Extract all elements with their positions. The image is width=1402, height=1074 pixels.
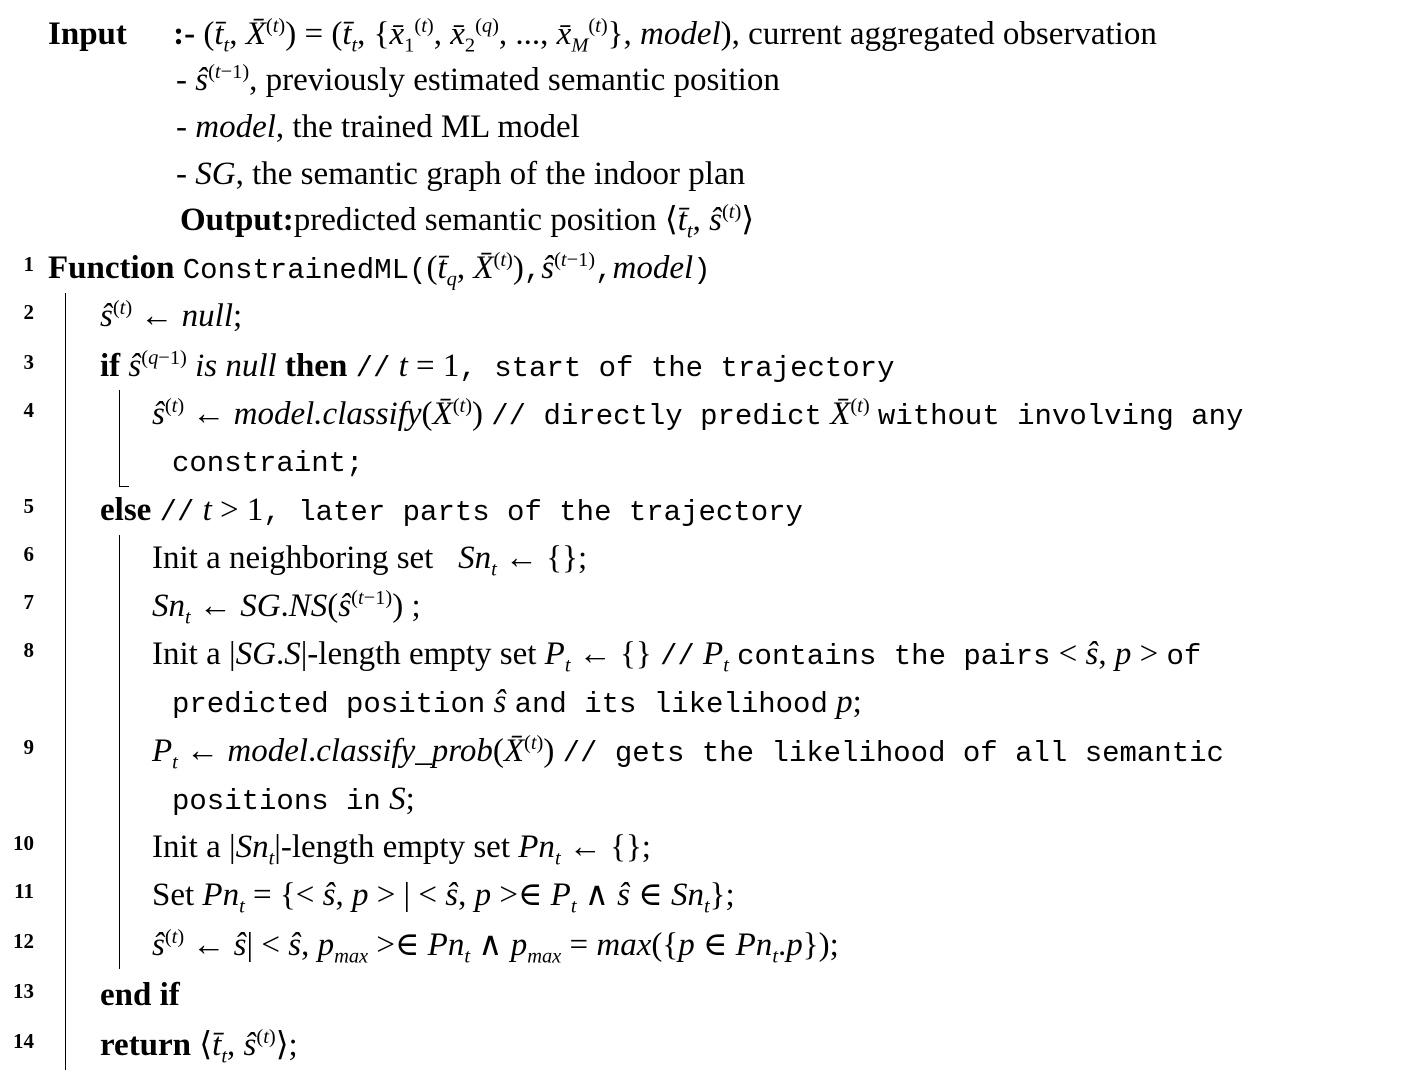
if-keyword: if <box>100 348 121 384</box>
input-line-3-text: , the trained ML model <box>275 109 580 145</box>
end-if-keyword: end if <box>100 977 180 1013</box>
line-9: $P_t$ ← model.classify_prob(X̄$^{(t)}$) // gets the likelihood of all semantic <box>152 732 1224 774</box>
input-line-4-text: , the semantic graph of the indoor plan <box>235 156 746 192</box>
input-label: Input <box>48 16 127 52</box>
comment-without-constraint: without involving any <box>877 400 1244 433</box>
line-4-cont: constraint; <box>172 447 364 480</box>
return-keyword: return <box>100 1027 192 1063</box>
line-number: 5 <box>23 494 34 518</box>
line-2: $ŝ^{(t)}$ ← null; <box>100 297 243 334</box>
output-text: predicted semantic position <box>293 202 657 238</box>
line-14: return $⟨t̄_t$, $ŝ^{(t)}⟩$; <box>100 1026 298 1068</box>
line-number: 13 <box>13 979 34 1003</box>
line-number: 1 <box>23 252 34 276</box>
then-keyword: then <box>284 348 348 384</box>
line-number: 6 <box>23 542 34 566</box>
line-number: 12 <box>13 929 34 953</box>
input-line-1 <box>48 14 1157 57</box>
line-number: 14 <box>13 1029 34 1053</box>
input-sep: :- <box>173 16 196 52</box>
line-13 <box>100 975 180 1015</box>
line-12: $ŝ^{(t)}$ ← ŝ| < ŝ, $p_{max}$ >∈ $Pn_t$ ∧ $p_{max} = \max(\{p$ ∈ $Pn_t.p$}); <box>152 926 839 968</box>
line-number: 7 <box>23 590 34 614</box>
comment-later-parts: , later parts of the trajectory <box>263 496 803 529</box>
else-keyword: else <box>100 492 152 528</box>
if-block-tick <box>119 486 129 487</box>
function-name: ConstrainedML <box>182 254 410 287</box>
function-keyword: Function <box>48 250 175 286</box>
line-number: 11 <box>14 879 34 903</box>
input-line-4: - SG, the semantic graph of the indoor plan <box>176 156 746 192</box>
function-header: Function $ConstrainedML((t̄_q$, $X̄^{(t)}),ŝ^{(t-1)},model$) <box>48 249 711 291</box>
function-block-bar <box>65 293 66 1070</box>
line-8: Init a |SG.S|-length empty set $P_t$ ← {} // $P_t$ contains the pairs < ŝ, p > of <box>152 636 1202 677</box>
line-number: 10 <box>13 831 34 855</box>
line-4: $ŝ^{(t)}$ ← model.classify(X̄$^{(t)}$) // directly predict X̄$^{(t)}$ without involving any <box>152 395 1244 433</box>
line-10: Init a $|Sn_t|$-length empty set $Pn_t$ ← {}; <box>152 829 651 870</box>
line-7: $Sn_t$ ← $SG.NS(ŝ^{(t-1)})$ ; <box>152 587 421 629</box>
line-number: 9 <box>23 735 34 759</box>
comment-start-of-trajectory: , start of the trajectory <box>459 352 895 385</box>
prev-position-math: $ŝ^{(t-1)}$ <box>195 61 250 98</box>
input-line-2: - $ŝ^{(t-1)}$, previously estimated semantic position <box>176 61 780 98</box>
output-math: $⟨t̄_t$, $ŝ^{(t)}⟩$ <box>664 201 755 243</box>
line-number: 3 <box>23 350 34 374</box>
line-number: 4 <box>23 398 34 422</box>
if-block-bar <box>119 390 120 486</box>
input-tuple: ($t̄_t$, X̄$^{(t)}$) = ($t̄_t$, {$x̄_1^{(t)}$, $x̄_2^{(q)}$, ..., $x̄_M^{(t)}$}, model) <box>203 15 732 57</box>
input-line-3: - model, the trained ML model <box>176 109 580 145</box>
comment-likelihood: // gets the likelihood of all semantic <box>562 737 1224 770</box>
sg-math: SG <box>195 156 236 192</box>
line-number: 2 <box>23 300 34 324</box>
line-11: Set $Pn_t$ = {< ŝ, p > | < ŝ, p >∈ $P_t$ ∧ ŝ ∈ $Sn_t$}; <box>152 877 735 918</box>
else-block-bar <box>119 535 120 969</box>
line-8-cont: predicted position ŝ and its likelihood p; <box>172 684 862 721</box>
output-label: Output: <box>180 202 294 238</box>
input-line-1-text: , current aggregated observation <box>731 16 1157 52</box>
output-line <box>180 200 755 243</box>
line-5: else // t > 1, later parts of the trajectory <box>100 492 803 529</box>
line-9-cont: positions in S; <box>172 781 415 818</box>
input-line-2-text: , previously estimated semantic position <box>249 62 780 98</box>
comment-directly-predict: // directly predict <box>491 400 822 433</box>
line-number: 8 <box>23 638 34 662</box>
model-math: model <box>195 109 276 145</box>
line-3: if $ŝ^{(q-1)}$ is null then // t = 1, start of the trajectory <box>100 347 895 385</box>
line-6: Init a neighboring set $Sn_t$ ← {}; <box>152 540 588 581</box>
